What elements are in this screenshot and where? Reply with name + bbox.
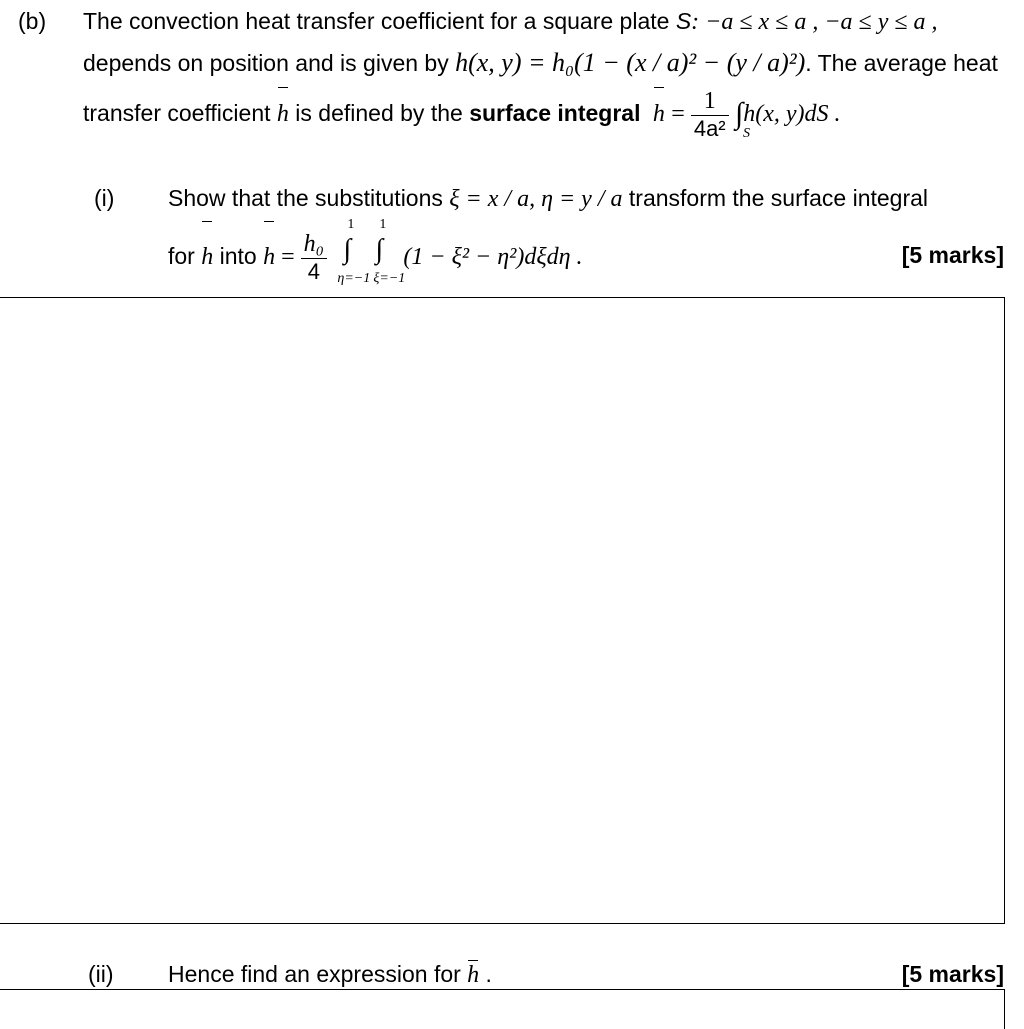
part-ii-text-end: . bbox=[479, 961, 492, 987]
average-fraction-numerator: 1 bbox=[703, 88, 716, 115]
average-equals: = bbox=[671, 101, 691, 127]
plate-symbol: S bbox=[675, 8, 692, 34]
part-ii-text: Hence find an expression for bbox=[168, 961, 468, 987]
result-equals: = bbox=[275, 244, 301, 270]
outer-integral bbox=[333, 217, 373, 290]
result-fraction bbox=[301, 232, 327, 283]
part-i-line-1-text: Show that the substitutions bbox=[168, 185, 450, 211]
integral-sign-icon: ∫ bbox=[735, 97, 744, 131]
inner-integral-lower: ξ=−1 bbox=[373, 271, 406, 286]
surface-integral bbox=[735, 89, 751, 142]
result-h-symbol: h bbox=[263, 223, 275, 291]
part-b-label: (b) bbox=[18, 8, 47, 34]
part-b-line-2-text: depends on position and is given by bbox=[83, 50, 456, 76]
part-ii-label: (ii) bbox=[88, 961, 114, 987]
result-integrand: (1 − ξ² − η²)dξdη . bbox=[403, 244, 583, 270]
part-b-line-2-end: . The average heat bbox=[805, 50, 998, 76]
average-h-symbol: h bbox=[653, 89, 665, 139]
h-bar-symbol-i: h bbox=[201, 223, 213, 291]
part-b-line-1-text: The convection heat transfer coefficient for a square plate bbox=[83, 8, 676, 34]
h-bar-symbol-ii: h bbox=[467, 962, 480, 988]
inner-integral-sign-icon: ∫ bbox=[375, 234, 384, 265]
part-b-line-3 bbox=[83, 88, 841, 148]
answer-box-i[interactable] bbox=[0, 297, 1005, 924]
part-b-line-3-mid: is defined by the bbox=[288, 100, 470, 126]
part-b-line-3-text: transfer coefficient bbox=[83, 100, 277, 126]
part-i-label: (i) bbox=[94, 185, 115, 211]
part-i-line-1-end: transform the surface integral bbox=[622, 185, 929, 211]
h-bar-symbol: h bbox=[277, 89, 289, 139]
inner-integral-upper: 1 bbox=[379, 217, 387, 232]
outer-integral-lower: η=−1 bbox=[337, 271, 371, 286]
part-i-marks: [5 marks] bbox=[901, 242, 1004, 268]
substitution-formula: ξ = x / a, η = y / a bbox=[449, 186, 623, 212]
part-i-line-1 bbox=[168, 185, 928, 213]
result-fraction-denominator: 4 bbox=[301, 258, 327, 283]
h-formula: h(x, y) = h₀(1 − (x / a)² − (y / a)²) bbox=[455, 48, 806, 77]
average-integrand: h(x, y)dS . bbox=[743, 101, 841, 127]
outer-integral-upper: 1 bbox=[347, 217, 355, 232]
outer-integral-sign-icon: ∫ bbox=[343, 234, 352, 265]
part-i-for: for bbox=[168, 243, 202, 269]
answer-box-ii[interactable] bbox=[0, 989, 1005, 1029]
integral-subscript: S bbox=[743, 126, 751, 142]
surface-integral-term: surface integral bbox=[469, 100, 641, 126]
part-i-into: into bbox=[213, 243, 264, 269]
part-ii-line bbox=[168, 961, 492, 989]
part-ii-marks: [5 marks] bbox=[901, 961, 1004, 987]
inner-integral bbox=[373, 217, 406, 290]
part-i-line-2 bbox=[168, 217, 583, 292]
part-b-line-2 bbox=[83, 48, 998, 78]
result-fraction-numerator: h₀ bbox=[303, 231, 324, 258]
average-fraction-denominator: 4a² bbox=[691, 115, 729, 140]
plate-region: : −a ≤ x ≤ a , −a ≤ y ≤ a , bbox=[691, 9, 938, 35]
average-fraction bbox=[691, 89, 729, 140]
part-b-line-1 bbox=[83, 8, 938, 36]
